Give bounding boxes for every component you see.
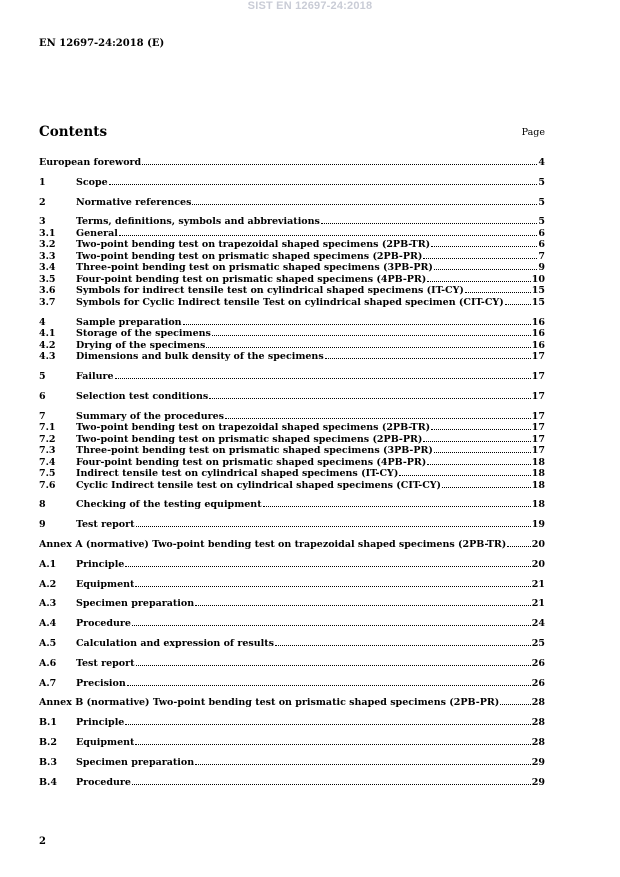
toc-entry-title: Indirect tensile test on cylindrical shaped specimens (IT-CY) [76, 468, 399, 480]
toc-entry[interactable] [39, 340, 545, 352]
toc-entry-title: Two-point bending test on trapezoidal shaped specimens (2PB-TR) [76, 422, 431, 434]
toc-entry-title: Sample preparation [76, 316, 182, 328]
toc-entry-title: Normative references [76, 196, 192, 208]
toc-entry-number: A.1 [39, 558, 57, 570]
contents-title: Contents [39, 124, 108, 140]
toc-entry-title: Annex B (normative) Two-point bending test on prismatic shaped specimens (2PB-PR) [39, 697, 500, 709]
toc-entry[interactable] [39, 157, 545, 169]
toc-entry-title: Equipment [76, 736, 135, 748]
toc-entry-title: Principle [76, 717, 125, 729]
toc-entry[interactable] [39, 559, 545, 571]
toc-entry-page: 17 [531, 410, 545, 422]
toc-entry[interactable] [39, 351, 545, 363]
toc-entry-page: 28 [531, 736, 545, 748]
toc-dot-leader [142, 163, 537, 165]
toc-entry[interactable] [39, 697, 545, 709]
toc-entry-title: Dimensions and bulk density of the specimens [76, 351, 324, 363]
toc-entry-title: Test report [76, 519, 135, 531]
toc-entry-page: 26 [531, 677, 545, 689]
toc-dot-leader [434, 451, 531, 453]
toc-dot-leader [321, 222, 537, 224]
toc-entry-number: 3.2 [39, 239, 56, 251]
toc-entry[interactable] [39, 598, 545, 610]
toc-dot-leader [192, 203, 537, 205]
toc-entry-title: Two-point bending test on prismatic shaped specimens (2PB-PR) [76, 433, 423, 445]
toc-entry-page: 18 [531, 499, 545, 511]
toc-entry-title: Drying of the specimens [76, 339, 206, 351]
toc-entry-number: 7.1 [39, 422, 56, 434]
toc-entry-page: 21 [531, 598, 545, 610]
toc-entry-title: Two-point bending test on trapezoidal shaped specimens (2PB-TR) [76, 239, 431, 251]
toc-entry[interactable] [39, 411, 545, 423]
toc-entry-page: 4 [538, 157, 545, 168]
toc-entry-page: 24 [531, 618, 545, 630]
toc-entry-number: 8 [39, 499, 46, 511]
toc-entry[interactable] [39, 297, 545, 309]
toc-entry[interactable] [39, 371, 545, 383]
toc-entry-title: Principle [76, 558, 125, 570]
toc-dot-leader [125, 565, 530, 567]
toc-entry[interactable] [39, 678, 545, 690]
toc-entry-page: 17 [531, 422, 545, 434]
toc-entry-number: 3 [39, 216, 46, 228]
toc-entry[interactable] [39, 228, 545, 240]
toc-entry-title: Specimen preparation [76, 598, 195, 610]
toc-entry-title: Selection test conditions [76, 390, 209, 402]
toc-entry-page: 17 [531, 351, 545, 363]
toc-entry[interactable] [39, 737, 545, 749]
toc-dot-leader [399, 474, 530, 476]
toc-dot-leader [109, 183, 538, 185]
toc-entry-number: 9 [39, 519, 46, 531]
toc-entry[interactable] [39, 717, 545, 729]
toc-entry-page: 10 [531, 273, 545, 285]
toc-entry-page: 6 [538, 239, 545, 251]
toc-entry-page: 28 [531, 697, 545, 709]
toc-entry-page: 21 [531, 578, 545, 590]
toc-dot-leader [119, 234, 537, 236]
toc-dot-leader [275, 644, 531, 646]
toc-entry[interactable] [39, 262, 545, 274]
toc-entry-number: 3.6 [39, 285, 56, 297]
toc-entry-number: 3.3 [39, 250, 56, 262]
toc-entry[interactable] [39, 539, 545, 551]
toc-entry-page: 5 [538, 196, 545, 208]
toc-entry-number: 7.4 [39, 456, 56, 468]
toc-entry-number: B.4 [39, 776, 57, 788]
toc-entry[interactable] [39, 757, 545, 769]
toc-entry[interactable] [39, 177, 545, 189]
toc-entry-title: Specimen preparation [76, 756, 195, 768]
toc-entry-number: B.2 [39, 736, 57, 748]
toc-entry-number: B.3 [39, 756, 57, 768]
toc-entry-page: 15 [531, 296, 545, 308]
toc-entry-number: 2 [39, 196, 46, 208]
toc-entry-page: 18 [531, 479, 545, 491]
toc-dot-leader [507, 545, 530, 547]
toc-entry-title: Summary of the procedures [76, 410, 224, 422]
toc-entry-page: 17 [531, 433, 545, 445]
toc-entry-number: 3.7 [39, 296, 56, 308]
toc-entry-page: 18 [531, 468, 545, 480]
toc-entry-title: Storage of the specimens [76, 328, 211, 340]
toc-entry-title: General [76, 227, 118, 239]
toc-entry-page: 16 [531, 316, 545, 328]
toc-entry[interactable] [39, 480, 545, 492]
toc-entry[interactable] [39, 519, 545, 531]
toc-entry-title: Precision [76, 677, 126, 689]
toc-entry[interactable] [39, 658, 545, 670]
toc-dot-leader [195, 763, 531, 765]
toc-entry-number: A.3 [39, 598, 57, 610]
toc-entry[interactable] [39, 274, 545, 286]
toc-entry-page: 16 [531, 328, 545, 340]
toc-entry-page: 6 [538, 227, 545, 239]
toc-entry-page: 19 [531, 519, 545, 531]
toc-dot-leader [132, 783, 531, 785]
toc-dot-leader [135, 743, 530, 745]
table-of-contents [39, 157, 545, 788]
toc-entry[interactable] [39, 434, 545, 446]
toc-entry-number: A.6 [39, 657, 57, 669]
toc-entry[interactable] [39, 317, 545, 329]
toc-entry[interactable] [39, 285, 545, 297]
toc-entry-page: 20 [531, 538, 545, 550]
toc-entry-number: 6 [39, 390, 46, 402]
toc-entry-page: 15 [531, 285, 545, 297]
toc-entry-title: Scope [76, 176, 108, 188]
toc-entry[interactable] [39, 618, 545, 630]
toc-entry-title: Failure [76, 370, 114, 382]
toc-dot-leader [195, 604, 531, 606]
toc-entry-title: Four-point bending test on prismatic shaped specimens (4PB-PR) [76, 273, 427, 285]
toc-dot-leader [500, 703, 531, 705]
toc-entry-title: Three-point bending test on prismatic shaped specimens (3PB-PR) [76, 262, 433, 274]
toc-entry-title: Annex A (normative) Two-point bending test on trapezoidal shaped specimens (2PB-TR) [39, 538, 507, 550]
toc-entry[interactable] [39, 638, 545, 650]
toc-entry[interactable] [39, 579, 545, 591]
document-header: EN 12697-24:2018 (E) [39, 38, 165, 49]
toc-entry-number: 7 [39, 410, 46, 422]
toc-entry-number: A.4 [39, 618, 57, 630]
page-column-label: Page [521, 127, 545, 138]
toc-dot-leader [212, 334, 531, 336]
toc-entry-number: A.2 [39, 578, 57, 590]
toc-dot-leader [505, 303, 531, 305]
toc-entry[interactable] [39, 328, 545, 340]
watermark: SIST EN 12697-24:2018 [247, 0, 373, 12]
toc-entry-number: 7.6 [39, 479, 56, 491]
toc-entry-page: 17 [531, 370, 545, 382]
toc-entry-title: Equipment [76, 578, 135, 590]
toc-entry[interactable] [39, 445, 545, 457]
toc-dot-leader [427, 463, 530, 465]
toc-entry-page: 5 [538, 216, 545, 228]
toc-entry-number: 4.2 [39, 339, 56, 351]
toc-entry-page: 7 [538, 250, 545, 262]
toc-entry-title: European foreword [39, 157, 142, 168]
toc-entry[interactable] [39, 197, 545, 209]
toc-dot-leader [135, 585, 530, 587]
toc-entry-number: 3.1 [39, 227, 56, 239]
toc-dot-leader [183, 323, 531, 325]
toc-dot-leader [427, 280, 530, 282]
toc-dot-leader [206, 346, 530, 348]
toc-dot-leader [225, 417, 531, 419]
toc-entry-number: 3.5 [39, 273, 56, 285]
toc-dot-leader [431, 245, 537, 247]
toc-entry-title: Symbols for indirect tensile test on cylindrical shaped specimens (IT-CY) [76, 285, 464, 297]
toc-entry-title: Cyclic Indirect tensile test on cylindrical shaped specimens (CIT-CY) [76, 479, 442, 491]
toc-entry-page: 20 [531, 558, 545, 570]
toc-dot-leader [423, 440, 530, 442]
toc-entry-page: 9 [538, 262, 545, 274]
toc-entry-title: Test report [76, 657, 135, 669]
toc-dot-leader [136, 664, 531, 666]
toc-entry[interactable] [39, 468, 545, 480]
toc-entry-number: 7.5 [39, 468, 56, 480]
toc-dot-leader [434, 268, 537, 270]
toc-dot-leader [431, 428, 531, 430]
toc-entry-page: 29 [531, 776, 545, 788]
toc-entry-page: 26 [531, 657, 545, 669]
toc-entry-title: Calculation and expression of results [76, 637, 274, 649]
toc-entry-title: Terms, definitions, symbols and abbreviations [76, 216, 320, 228]
toc-entry-number: 1 [39, 176, 46, 188]
toc-entry[interactable] [39, 422, 545, 434]
footer-page-number: 2 [39, 836, 46, 847]
toc-entry-number: 7.3 [39, 445, 56, 457]
toc-entry[interactable] [39, 457, 545, 469]
toc-entry-page: 5 [538, 176, 545, 188]
toc-dot-leader [209, 397, 531, 399]
toc-entry[interactable] [39, 499, 545, 511]
toc-entry-number: A.7 [39, 677, 57, 689]
toc-entry-title: Three-point bending test on prismatic shaped specimens (3PB-PR) [76, 445, 433, 457]
toc-dot-leader [115, 377, 531, 379]
toc-entry[interactable] [39, 251, 545, 263]
toc-entry-number: 7.2 [39, 433, 56, 445]
toc-entry-page: 17 [531, 390, 545, 402]
toc-entry-title: Procedure [76, 618, 131, 630]
toc-dot-leader [263, 505, 531, 507]
toc-dot-leader [132, 624, 531, 626]
toc-dot-leader [136, 525, 531, 527]
toc-entry-page: 17 [531, 445, 545, 457]
toc-entry[interactable] [39, 777, 545, 789]
toc-entry-page: 16 [531, 339, 545, 351]
toc-entry-title: Two-point bending test on prismatic shaped specimens (2PB-PR) [76, 250, 423, 262]
toc-entry-page: 29 [531, 756, 545, 768]
toc-entry-title: Symbols for Cyclic Indirect tensile Test on cylindrical shaped specimen (CIT-CY) [76, 296, 504, 308]
toc-entry-number: 5 [39, 370, 46, 382]
toc-entry-number: A.5 [39, 637, 57, 649]
toc-entry-title: Checking of the testing equipment [76, 499, 262, 511]
toc-entry[interactable] [39, 391, 545, 403]
toc-entry[interactable] [39, 239, 545, 251]
toc-entry-page: 18 [531, 456, 545, 468]
toc-entry-number: 4.3 [39, 351, 56, 363]
toc-entry-number: 3.4 [39, 262, 56, 274]
toc-entry-number: B.1 [39, 717, 57, 729]
toc-dot-leader [465, 291, 531, 293]
toc-dot-leader [125, 723, 530, 725]
toc-entry[interactable] [39, 216, 545, 228]
toc-dot-leader [442, 486, 531, 488]
toc-dot-leader [325, 357, 531, 359]
toc-entry-number: 4 [39, 316, 46, 328]
toc-entry-title: Four-point bending test on prismatic shaped specimens (4PB-PR) [76, 456, 427, 468]
toc-dot-leader [127, 684, 531, 686]
toc-entry-title: Procedure [76, 776, 131, 788]
toc-entry-page: 25 [531, 637, 545, 649]
toc-dot-leader [423, 257, 537, 259]
toc-entry-number: 4.1 [39, 328, 56, 340]
toc-entry-page: 28 [531, 717, 545, 729]
